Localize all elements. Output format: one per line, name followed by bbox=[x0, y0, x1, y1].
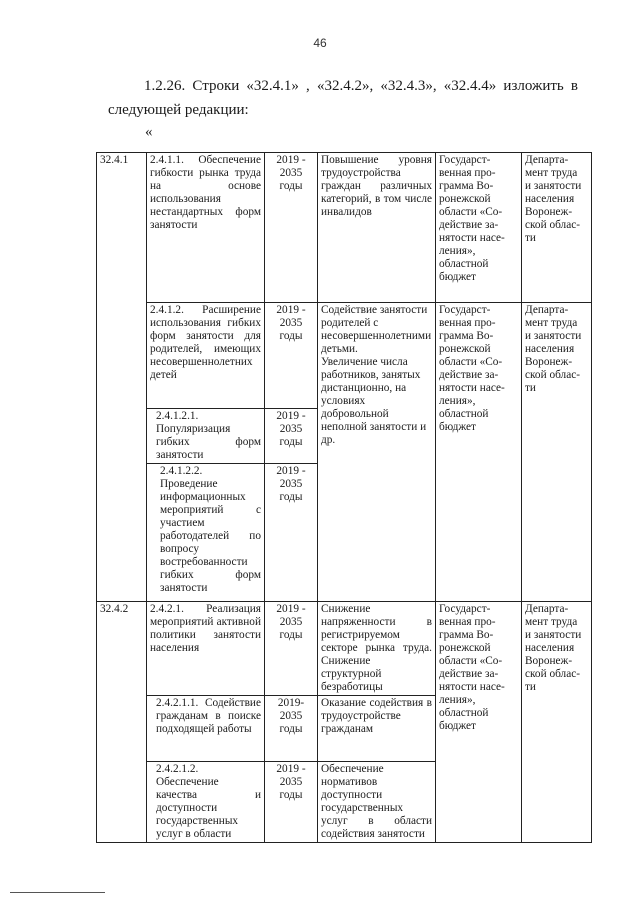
executor-cell: Департа- мент труда и занятости населения Воронеж- ской облас- ти bbox=[522, 153, 592, 303]
table-row bbox=[97, 602, 592, 696]
result-cell: Снижение напряженности в регистрируемом секторе рынка труда. Снижение структурной безработицы bbox=[318, 602, 436, 696]
event-cell: 2.4.1.2.1. Популяризация гибких форм занятости bbox=[147, 409, 265, 464]
table-row bbox=[97, 303, 592, 409]
source-cell: Государст- венная про- грамма Во- ронежской области «Со- действие за- нятости насе- ления», областной бюджет bbox=[436, 153, 522, 303]
period-cell: 2019 - 2035 годы bbox=[265, 153, 318, 303]
page-number: 46 bbox=[313, 36, 327, 50]
program-table bbox=[96, 152, 592, 843]
event-cell: 2.4.1.1. Обеспечение гибкости рынка труда на основе использования нестандартных форм занятости bbox=[147, 153, 265, 303]
footnote-divider bbox=[10, 892, 105, 893]
executor-cell: Департа- мент труда и занятости населения Воронеж- ской облас- ти bbox=[522, 602, 592, 843]
event-cell: 2.4.2.1.2. Обеспечение качества и доступности государственных услуг в области bbox=[147, 762, 265, 843]
row-code: 32.4.1 bbox=[97, 153, 147, 602]
event-cell: 2.4.1.2.2. Проведение информационных мероприятий с участием работодателей по вопросу востребованности гибких форм занятости bbox=[147, 464, 265, 602]
event-cell: 2.4.2.1.1. Содействие гражданам в поиске подходящей работы bbox=[147, 696, 265, 762]
event-cell: 2.4.2.1. Реализация мероприятий активной политики занятости населения bbox=[147, 602, 265, 696]
table-row bbox=[97, 153, 592, 303]
result-cell: Оказание содействия в трудоустройстве гражданам bbox=[318, 696, 436, 762]
row-code: 32.4.2 bbox=[97, 602, 147, 843]
event-cell: 2.4.1.2. Расширение использования гибких форм занятости для родителей, имеющих несовершеннолетних детей bbox=[147, 303, 265, 409]
executor-cell: Департа- мент труда и занятости населения Воронеж- ской облас- ти bbox=[522, 303, 592, 602]
source-cell: Государст- венная про- грамма Во- ронежской области «Со- действие за- нятости насе- ления», областной бюджет bbox=[436, 602, 522, 843]
result-cell: Повышение уровня трудоустройства граждан различных категорий, в том числе инвалидов bbox=[318, 153, 436, 303]
period-cell: 2019 - 2035 годы bbox=[265, 303, 318, 409]
result-cell: Содействие занятости родителей с несовершеннолетними детьми. Увеличение числа работников, занятых дистанционно, на условиях добровольной неполной занятости и др. bbox=[318, 303, 436, 602]
period-cell: 2019- 2035 годы bbox=[265, 696, 318, 762]
amendment-intro: 1.2.26. Строки «32.4.1» , «32.4.2», «32.4.3», «32.4.4» изложить в следующей редакции: bbox=[108, 78, 578, 118]
source-cell: Государст- венная про- грамма Во- ронежской области «Со- действие за- нятости насе- ления», областной бюджет bbox=[436, 303, 522, 602]
period-cell: 2019 - 2035 годы bbox=[265, 409, 318, 464]
result-cell: Обеспечение нормативов доступности государственных услуг в области содействия занятости bbox=[318, 762, 436, 843]
period-cell: 2019 - 2035 годы bbox=[265, 762, 318, 843]
opening-quote: « bbox=[145, 124, 153, 140]
period-cell: 2019 - 2035 годы bbox=[265, 602, 318, 696]
period-cell: 2019 - 2035 годы bbox=[265, 464, 318, 602]
